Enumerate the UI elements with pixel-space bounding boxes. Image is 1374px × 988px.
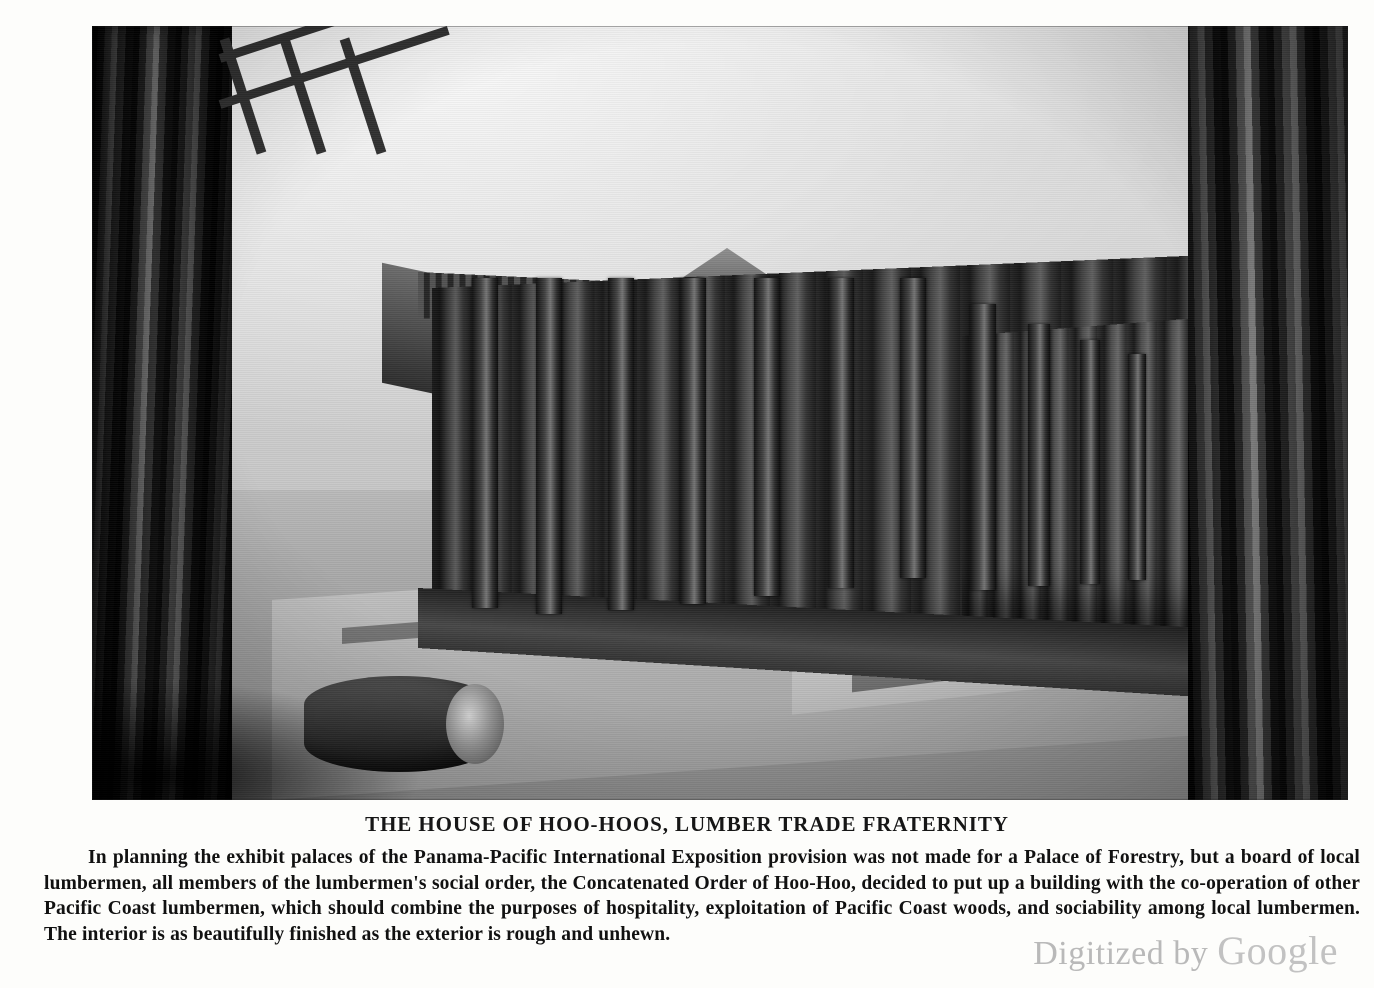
log-column: [1128, 354, 1146, 580]
hoo-hoo-building: [322, 258, 1202, 658]
log-column: [1080, 340, 1100, 584]
log-column: [828, 278, 854, 588]
lattice-beams: [220, 36, 460, 156]
watermark-brand: Google: [1217, 928, 1338, 973]
log-column: [754, 278, 780, 596]
log-column: [900, 278, 926, 578]
felled-log: [304, 676, 494, 772]
log-end-cap: [446, 684, 504, 764]
log-column: [608, 278, 634, 610]
log-column: [970, 304, 996, 590]
photograph-plate: [92, 26, 1348, 800]
photo-caption: THE HOUSE OF HOO-HOOS, LUMBER TRADE FRATERNITY: [365, 812, 1009, 836]
digitized-by-watermark: [1033, 927, 1338, 974]
foreground-tree-trunk-right: [1188, 26, 1348, 800]
log-column: [1028, 324, 1050, 586]
body-paragraph-text: In planning the exhibit palaces of the Panama-Pacific International Exposition provision was not made for a Palace of Forestry, but a board of local lumbermen, all members of the lumbermen's social order, the Concatenated Order of Hoo-Hoo, decided to put up a building with the co-operation of other Pacific Coast lumbermen, which should combine the purposes of hospitality, exploitation of Pacific Coast woods, and sociability among local lumbermen. The interior is as beautifully finished as the exterior is rough and unhewn.: [44, 847, 1360, 945]
log-column: [680, 278, 706, 604]
watermark-prefix: Digitized by: [1033, 935, 1218, 972]
log-column: [536, 278, 562, 614]
log-column: [472, 278, 498, 608]
